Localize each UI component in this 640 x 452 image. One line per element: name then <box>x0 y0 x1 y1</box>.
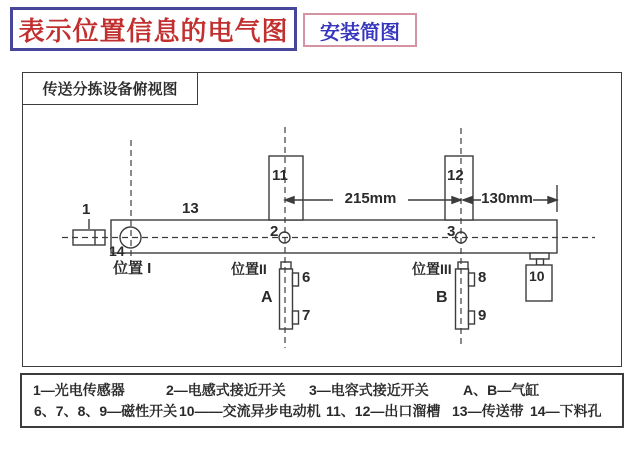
magnetic-switch-7 <box>293 311 299 324</box>
motor-bracket <box>530 253 549 259</box>
label-11: 11 <box>272 167 288 184</box>
conveyor-belt <box>111 220 557 253</box>
label-9: 9 <box>478 307 487 324</box>
label-7: 7 <box>302 307 311 324</box>
legend-item-2: 2—电感式接近开关 <box>166 382 286 398</box>
legend-item-ab: A、B—气缸 <box>463 382 540 398</box>
legend <box>20 373 624 428</box>
label-6: 6 <box>302 269 311 286</box>
label-13: 13 <box>182 200 199 217</box>
label-position-1: 位置 I <box>113 260 152 277</box>
diagram-caption: 传送分拣设备俯视图 <box>42 81 178 98</box>
label-12: 12 <box>447 167 464 184</box>
label-2: 2 <box>270 223 279 240</box>
chute-11 <box>269 156 303 220</box>
legend-item-1112: 11、12—出口溜槽 <box>326 403 441 419</box>
legend-item-14: 14—下料孔 <box>530 403 602 419</box>
legend-item-13: 13—传送带 <box>452 403 524 419</box>
magnetic-switch-9 <box>469 311 475 324</box>
cylinder-b-cap <box>458 262 468 269</box>
motor-stem <box>537 259 544 265</box>
legend-item-10: 10——交流异步电动机 <box>179 403 321 419</box>
dimension-215mm: 215mm <box>333 190 408 207</box>
label-position-2: 位置II <box>231 261 267 277</box>
cylinder-b <box>456 269 469 329</box>
label-position-3: 位置III <box>412 261 452 277</box>
label-8: 8 <box>478 269 487 286</box>
magnetic-switch-6 <box>293 273 299 286</box>
dim130-right-arrow <box>548 197 557 204</box>
label-10: 10 <box>529 268 545 284</box>
label-14: 14 <box>109 243 125 259</box>
label-cylinder-b: B <box>436 289 448 306</box>
legend-item-3: 3—电容式接近开关 <box>309 382 429 398</box>
label-cylinder-a: A <box>261 289 273 306</box>
cylinder-a-cap <box>281 262 291 269</box>
legend-item-6789: 6、7、8、9—磁性开关 <box>34 403 178 419</box>
chute-12 <box>445 156 473 220</box>
subtitle: 安装简图 <box>320 21 400 44</box>
label-3: 3 <box>447 223 456 240</box>
dimension-130mm: 130mm <box>481 190 533 207</box>
legend-item-1: 1—光电传感器 <box>33 382 125 398</box>
cylinder-a <box>280 269 293 329</box>
magnetic-switch-8 <box>469 273 475 286</box>
main-title: 表示位置信息的电气图 <box>18 15 289 46</box>
label-1: 1 <box>82 201 91 218</box>
